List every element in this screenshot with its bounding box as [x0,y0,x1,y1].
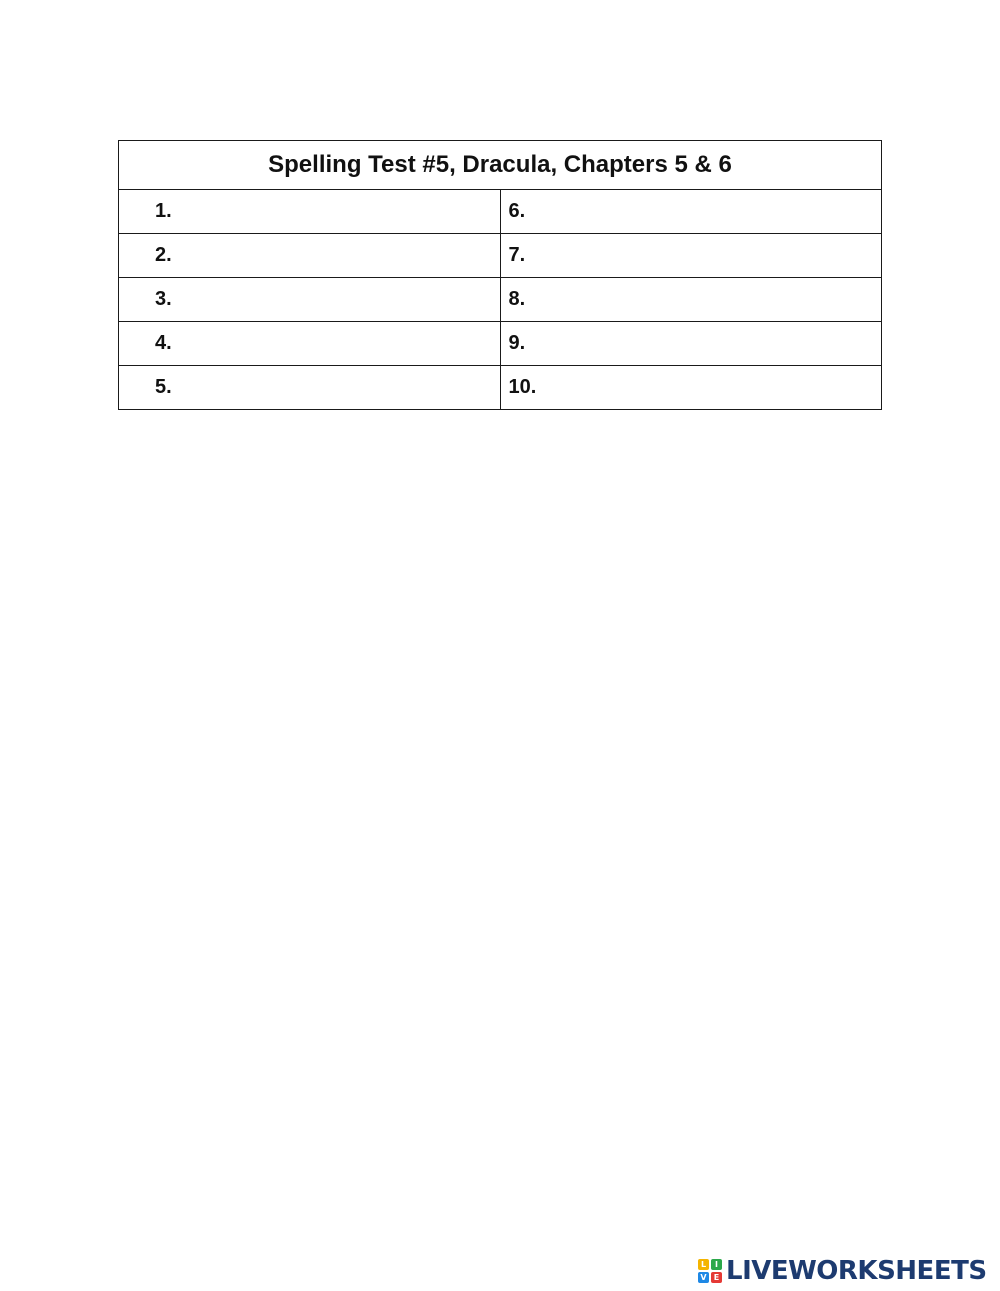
answer-cell-2[interactable]: 2. [119,234,501,278]
spelling-test-table [118,140,882,410]
liveworksheets-logo-icon [698,1259,722,1283]
worksheet-title: Spelling Test #5, Dracula, Chapters 5 & 6 [119,141,882,190]
answer-cell-9[interactable]: 9. [500,322,882,366]
answer-cell-6[interactable]: 6. [500,190,882,234]
logo-tile-i: I [711,1259,722,1270]
table-row [119,278,882,322]
answer-cell-10[interactable]: 10. [500,366,882,410]
answer-cell-3[interactable]: 3. [119,278,501,322]
table-row [119,322,882,366]
table-header-row [119,141,882,190]
table-row [119,190,882,234]
answer-cell-7[interactable]: 7. [500,234,882,278]
answer-cell-1[interactable]: 1. [119,190,501,234]
logo-tile-v: V [698,1272,709,1283]
logo-tile-e: E [711,1272,722,1283]
table-row [119,366,882,410]
table-row [119,234,882,278]
brand-name: LIVEWORKSHEETS [726,1256,987,1286]
logo-tile-l: L [698,1259,709,1270]
answer-cell-8[interactable]: 8. [500,278,882,322]
answer-cell-5[interactable]: 5. [119,366,501,410]
answer-cell-4[interactable]: 4. [119,322,501,366]
liveworksheets-brand [698,1257,987,1285]
